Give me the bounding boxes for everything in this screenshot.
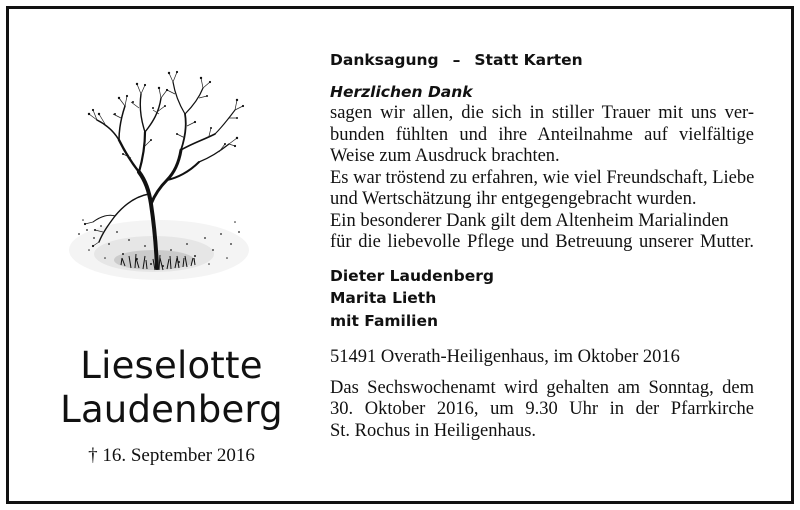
thanks-paragraph	[330, 82, 754, 254]
thanks-line-5: und Wertschätzung ihr entgegengebracht wurden.	[330, 189, 697, 209]
notice-heading	[330, 49, 754, 71]
heading-danksagung: Danksagung	[330, 51, 439, 69]
thanks-line-3: Weise zum Ausdruck brachten.	[330, 146, 560, 166]
left-column	[9, 9, 324, 501]
signers	[330, 265, 754, 333]
tree-drawing-icon	[59, 54, 259, 294]
obituary-notice	[6, 6, 794, 504]
heading-statt-karten: Statt Karten	[474, 51, 583, 69]
death-date: † 16. September 2016	[88, 445, 255, 466]
thanks-line-2: bunden fühlten und ihre Anteilnahme auf vielfältige	[330, 124, 754, 145]
thanks-line-6: Ein besonderer Dank gilt dem Altenheim Marialinden	[330, 210, 729, 231]
thanks-line-7: für die liebevolle Pflege und Betreuung unserer Mutter.	[330, 232, 754, 252]
thanks-line-4: Es war tröstend zu erfahren, wie viel Freundschaft, Liebe	[330, 167, 755, 188]
place-date: 51491 Overath-Heiligenhaus, im Oktober 2016	[330, 347, 680, 367]
signer-3: mit Familien	[330, 311, 439, 330]
mass-line-3: St. Rochus in Heiligenhaus.	[330, 420, 537, 441]
mass-line-1: Das Sechswochenamt wird gehalten am Sonntag, dem	[330, 377, 754, 398]
right-column	[330, 49, 754, 442]
thanks-line-1: sagen wir allen, die sich in stiller Trauer mit uns ver-	[330, 103, 754, 123]
deceased-first-name: Lieselotte	[80, 344, 263, 387]
deceased-name	[9, 344, 334, 432]
signer-1: Dieter Laudenberg	[330, 266, 495, 285]
mass-announcement	[330, 378, 754, 443]
deceased-last-name: Laudenberg	[60, 388, 283, 431]
mass-line-2: 30. Oktober 2016, um 9.30 Uhr in der Pfarrkirche	[330, 399, 754, 419]
signer-2: Marita Lieth	[330, 289, 437, 307]
heading-dash: –	[452, 51, 461, 69]
thanks-title: Herzlichen Dank	[330, 83, 473, 101]
